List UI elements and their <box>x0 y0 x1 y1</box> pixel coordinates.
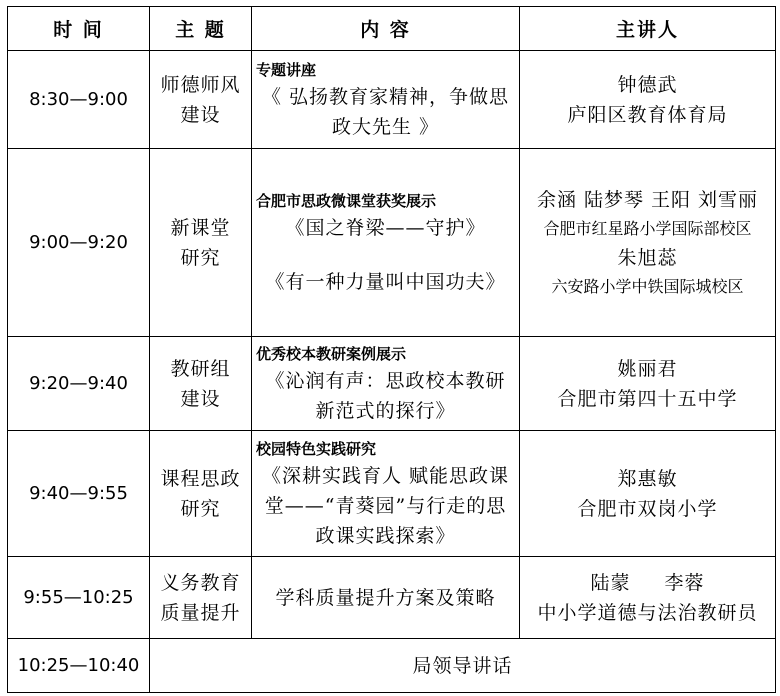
topic-line: 义务教育 <box>160 571 241 594</box>
speaker-org: 合肥市红星路小学国际部校区 <box>543 218 752 238</box>
speaker-cell <box>520 431 776 557</box>
table-row <box>8 337 776 431</box>
topic-line: 新课堂 <box>170 216 231 239</box>
speaker-org: 中小学道德与法治教研员 <box>537 601 758 624</box>
topic-line: 建设 <box>180 103 221 126</box>
content-title: 《国之脊梁——守护》 <box>285 216 486 239</box>
speaker-cell <box>520 557 776 639</box>
header-speaker: 主讲人 <box>520 7 776 51</box>
time-cell: 9:20—9:40 <box>8 337 150 431</box>
header-topic: 主 题 <box>150 7 252 51</box>
content-cell <box>252 51 520 149</box>
header-row <box>8 7 776 51</box>
speaker-name: 钟德武 <box>617 73 678 96</box>
speaker-names <box>524 568 771 598</box>
table-row <box>8 639 776 693</box>
topic-cell <box>150 149 252 337</box>
content-cell <box>252 149 520 337</box>
content-cell <box>252 431 520 557</box>
schedule-table <box>7 6 776 693</box>
table-row <box>8 51 776 149</box>
topic-line: 质量提升 <box>160 601 241 624</box>
topic-line: 研究 <box>180 497 221 520</box>
content-title: 《深耕实践育人 赋能思政课堂——“青葵园”与行走的思政课实践探索》 <box>261 464 510 547</box>
speaker-name: 姚丽君 <box>617 357 678 380</box>
header-content: 内 容 <box>252 7 520 51</box>
speaker-org: 合肥市双岗小学 <box>577 497 718 520</box>
topic-cell <box>150 51 252 149</box>
speaker-cell <box>520 51 776 149</box>
time-cell: 9:40—9:55 <box>8 431 150 557</box>
table-row <box>8 431 776 557</box>
topic-cell <box>150 557 252 639</box>
speaker-name: 陆蒙 <box>590 571 631 594</box>
speaker-org: 庐阳区教育体育局 <box>567 103 728 126</box>
content-title: 《 弘扬教育家精神，争做思政大先生 》 <box>261 85 510 138</box>
topic-line: 课程思政 <box>160 467 241 490</box>
topic-cell <box>150 431 252 557</box>
speaker-names: 余涵 陆梦琴 王阳 刘雪丽 <box>536 188 759 211</box>
speaker-name: 郑惠敏 <box>617 467 678 490</box>
speaker-cell <box>520 337 776 431</box>
content-type-label: 合肥市思政微课堂获奖展示 <box>256 191 437 210</box>
time-cell: 9:00—9:20 <box>8 149 150 337</box>
header-time: 时 间 <box>8 7 150 51</box>
content-title: 《沁润有声：思政校本教研新范式的探行》 <box>265 369 506 422</box>
table-row <box>8 149 776 337</box>
time-cell: 9:55—10:25 <box>8 557 150 639</box>
time-cell: 10:25—10:40 <box>8 639 150 693</box>
topic-line: 研究 <box>180 246 221 269</box>
speaker-name: 朱旭蕊 <box>617 246 678 269</box>
speaker-org: 六安路小学中铁国际城校区 <box>551 276 744 296</box>
topic-line: 建设 <box>180 387 221 410</box>
time-cell: 8:30—9:00 <box>8 51 150 149</box>
topic-line: 教研组 <box>170 357 231 380</box>
content-type-label: 专题讲座 <box>256 60 317 79</box>
topic-cell <box>150 337 252 431</box>
speaker-name: 李蓉 <box>664 571 705 594</box>
table-row <box>8 557 776 639</box>
merged-content-cell: 局领导讲话 <box>150 639 776 693</box>
speaker-cell <box>520 149 776 337</box>
speaker-org: 合肥市第四十五中学 <box>557 387 738 410</box>
content-title: 《有一种力量叫中国功夫》 <box>265 270 506 293</box>
topic-line: 师德师风 <box>160 73 241 96</box>
content-cell <box>252 557 520 639</box>
content-cell <box>252 337 520 431</box>
content-type-label: 优秀校本教研案例展示 <box>256 344 407 363</box>
content-title: 学科质量提升方案及策略 <box>275 586 496 609</box>
content-type-label: 校园特色实践研究 <box>256 439 377 458</box>
